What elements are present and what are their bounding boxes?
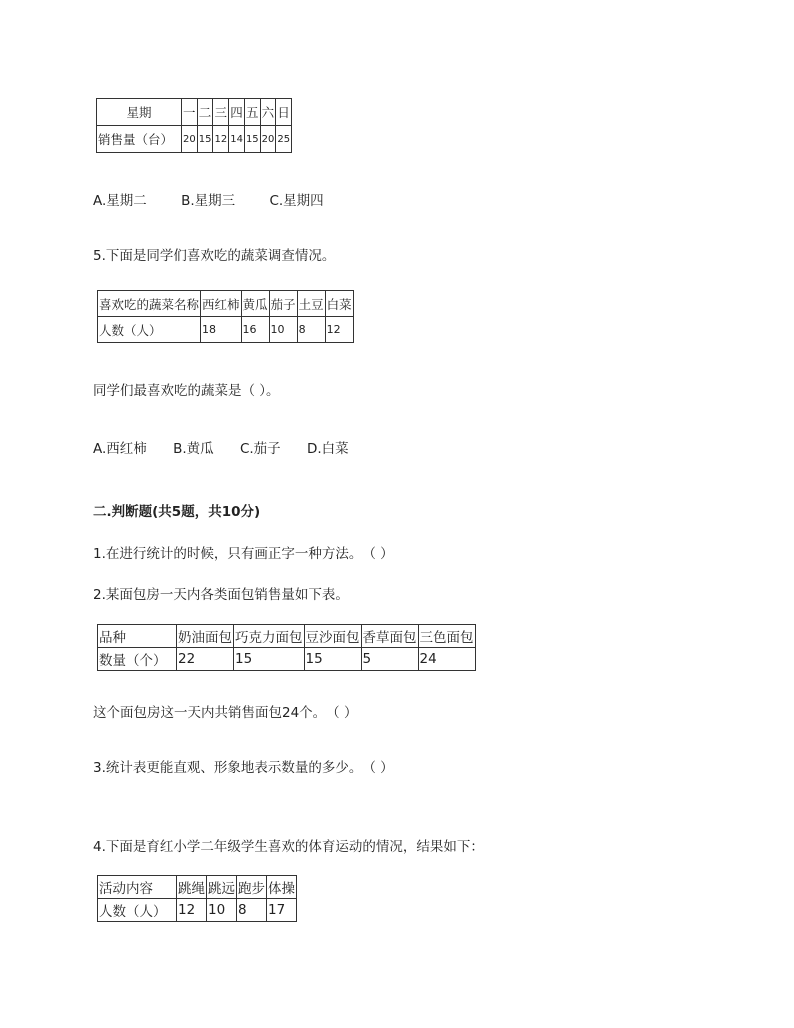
table-cell: 5 xyxy=(361,648,418,671)
q5-question: 同学们最喜欢吃的蔬菜是（ ）。 xyxy=(93,383,280,399)
option-a[interactable]: A.星期二 xyxy=(93,193,147,209)
option-a[interactable]: A.西红柿 xyxy=(93,441,147,457)
table-cell: 喜欢吃的蔬菜名称 xyxy=(98,291,201,317)
table-cell: 15 xyxy=(234,648,305,671)
table-cell: 跳远 xyxy=(207,876,237,899)
table-cell: 西红柿 xyxy=(201,291,242,317)
table-cell: 12 xyxy=(177,899,207,922)
table-cell: 跳绳 xyxy=(177,876,207,899)
table-cell: 8 xyxy=(237,899,267,922)
table-cell: 15 xyxy=(197,126,213,153)
section-heading: 二.判断题(共5题，共10分) xyxy=(93,504,261,520)
judge-question-3: 3.统计表更能直观、形象地表示数量的多少。 （ ） xyxy=(93,760,394,776)
table-cell: 16 xyxy=(241,317,269,343)
table-cell: 10 xyxy=(269,317,297,343)
option-c[interactable]: C.星期四 xyxy=(269,193,324,209)
table-row xyxy=(98,876,297,899)
option-b[interactable]: B.黄瓜 xyxy=(173,441,214,457)
table-row xyxy=(98,899,297,922)
q5-stem: 5.下面是同学们喜欢吃的蔬菜调查情况。 xyxy=(93,248,336,264)
option-b[interactable]: B.星期三 xyxy=(181,193,236,209)
table-cell: 数量（个） xyxy=(98,648,177,671)
table-cell: 18 xyxy=(201,317,242,343)
table-cell: 奶油面包 xyxy=(177,625,234,648)
table-row xyxy=(98,625,476,648)
table-cell: 17 xyxy=(267,899,297,922)
q4-options xyxy=(93,192,324,210)
table-cell: 二 xyxy=(197,99,213,126)
sports-table xyxy=(97,875,297,922)
table-cell: 巧克力面包 xyxy=(234,625,305,648)
table-cell: 15 xyxy=(304,648,361,671)
table-cell: 15 xyxy=(244,126,260,153)
table-cell: 五 xyxy=(244,99,260,126)
weekly-sales-table xyxy=(96,98,292,153)
vegetable-table xyxy=(97,290,354,343)
table-row xyxy=(97,99,292,126)
judge-question-4-stem: 4.下面是育红小学二年级学生喜欢的体育运动的情况，结果如下： xyxy=(93,839,484,855)
option-d[interactable]: D.白菜 xyxy=(306,441,349,457)
table-cell: 20 xyxy=(260,126,276,153)
q5-options xyxy=(93,440,349,458)
table-cell: 黄瓜 xyxy=(241,291,269,317)
table-cell: 8 xyxy=(297,317,325,343)
table-cell: 10 xyxy=(207,899,237,922)
table-cell: 人数（人） xyxy=(98,317,201,343)
table-row xyxy=(98,648,476,671)
table-cell: 日 xyxy=(276,99,292,126)
judge-question-2-stem: 2.某面包房一天内各类面包销售量如下表。 xyxy=(93,587,349,603)
table-cell: 22 xyxy=(177,648,234,671)
table-cell: 茄子 xyxy=(269,291,297,317)
table-cell: 12 xyxy=(325,317,353,343)
table-cell: 24 xyxy=(418,648,475,671)
table-cell: 体操 xyxy=(267,876,297,899)
table-cell: 三色面包 xyxy=(418,625,475,648)
table-cell: 三 xyxy=(213,99,229,126)
table-cell: 12 xyxy=(213,126,229,153)
table-row xyxy=(98,317,354,343)
bread-table xyxy=(97,624,476,671)
table-cell: 跑步 xyxy=(237,876,267,899)
table-cell: 活动内容 xyxy=(98,876,177,899)
table-cell: 土豆 xyxy=(297,291,325,317)
table-cell: 豆沙面包 xyxy=(304,625,361,648)
table-cell: 14 xyxy=(229,126,245,153)
table-cell: 六 xyxy=(260,99,276,126)
table-cell: 香草面包 xyxy=(361,625,418,648)
judge-question-1: 1.在进行统计的时候，只有画正字一种方法。 （ ） xyxy=(93,546,394,562)
judge-question-2: 这个面包房这一天内共销售面包24个。 （ ） xyxy=(93,705,358,721)
table-row xyxy=(97,126,292,153)
table-cell: 一 xyxy=(182,99,198,126)
table-cell: 销售量（台） xyxy=(97,126,182,153)
table-cell: 品种 xyxy=(98,625,177,648)
table-cell: 四 xyxy=(229,99,245,126)
table-cell: 人数（人） xyxy=(98,899,177,922)
option-c[interactable]: C.茄子 xyxy=(239,441,281,457)
table-cell: 20 xyxy=(182,126,198,153)
table-cell: 星期 xyxy=(97,99,182,126)
table-cell: 白菜 xyxy=(325,291,353,317)
table-cell: 25 xyxy=(276,126,292,153)
table-row xyxy=(98,291,354,317)
